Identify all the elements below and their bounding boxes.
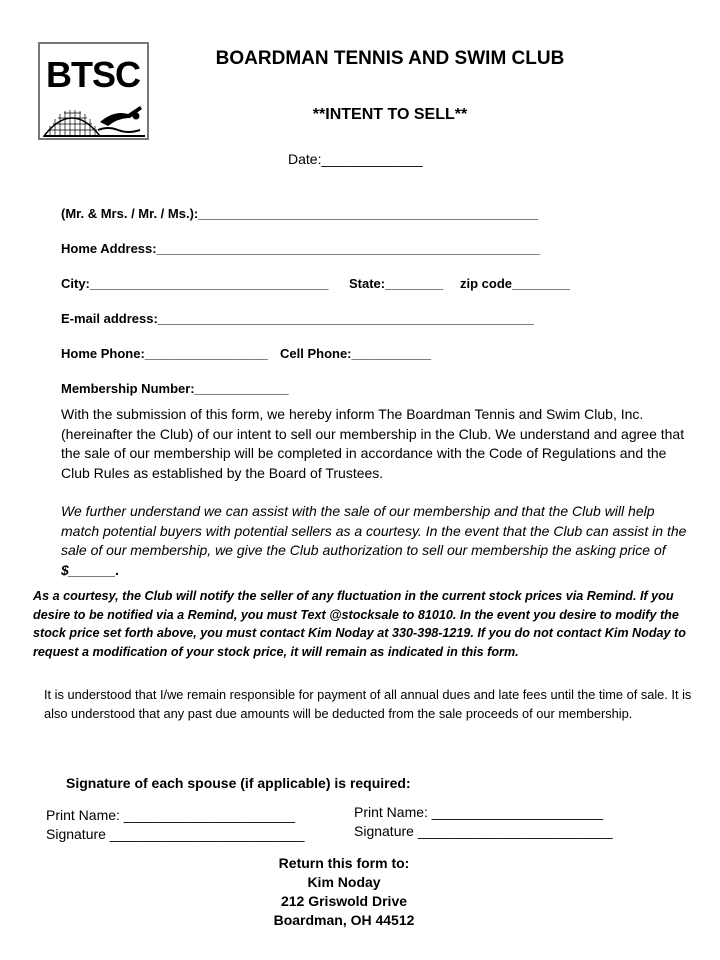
return-heading: Return this form to: [278,855,410,871]
email-field[interactable]: E-mail address:____________________________________________________ [61,311,534,326]
intent-paragraph: With the submission of this form, we hereby inform The Boardman Tennis and Swim Club, Inc. (hereinafter the Club) of our intent to sell our membership in the Club. We understand and agree that the sale of our membership will be completed in accordance with the Code of Regulations and the Club Rules as established by the Board of Trustees. [61,406,685,481]
assist-text: We further understand we can assist with the sale of our membership and that the Club will help match potential buyers with potential sellers as a courtesy. In the event that the Club can assist in the sale of our membership, we give the Club authorization to sell our membership the asking price of [61,503,687,558]
name-field[interactable]: (Mr. & Mrs. / Mr. / Ms.):_______________________________________________ [61,206,539,221]
membership-number-field[interactable]: Membership Number:_____________ [61,381,289,396]
assist-paragraph [61,502,691,580]
return-name: Kim Noday [307,874,381,890]
right-print-name-field[interactable]: Print Name: ______________________ [354,804,604,820]
courtesy-notice: As a courtesy, the Club will notify the seller of any fluctuation in the current stock prices via Remind. If you desire to be notified via a Remind, you must Text @stocksale to 81010. In the event you desire to modify the stock price set forth above, you must contact Kim Noday at 330-398-1219. If you do not contact Kim Noday to request a modification of your stock price, it will remain as indicated in this form. [33,589,686,659]
right-signature-field[interactable]: Signature _________________________ [354,823,613,839]
return-address-block [244,854,444,930]
city-field[interactable]: City:_________________________________ [61,276,329,291]
state-field[interactable]: State:________ [349,276,443,291]
date-field[interactable]: Date:_____________ [288,151,423,167]
left-print-name-field[interactable]: Print Name: ______________________ [46,807,296,823]
left-signature-field[interactable]: Signature _________________________ [46,826,305,842]
club-name-heading: BOARDMAN TENNIS AND SWIM CLUB [215,48,565,69]
asking-price-field[interactable]: $______. [61,561,120,578]
home-phone-field[interactable]: Home Phone:_________________ [61,346,268,361]
cell-phone-field[interactable]: Cell Phone:___________ [280,346,432,361]
responsibility-paragraph: It is understood that I/we remain responsible for payment of all annual dues and late fees until the time of sale. It is also understood that any past due amounts will be deducted from the sale proceeds of our membership. [44,687,692,721]
home-address-field[interactable]: Home Address:_____________________________________________________ [61,241,540,256]
signature-heading: Signature of each spouse (if applicable) is required: [66,775,411,791]
zip-code-field[interactable]: zip code________ [460,276,570,291]
logo-text: BTSC [46,54,140,95]
return-street: 212 Griswold Drive [280,893,408,909]
return-city: Boardman, OH 44512 [273,912,415,928]
form-title: **INTENT TO SELL** [312,106,468,123]
